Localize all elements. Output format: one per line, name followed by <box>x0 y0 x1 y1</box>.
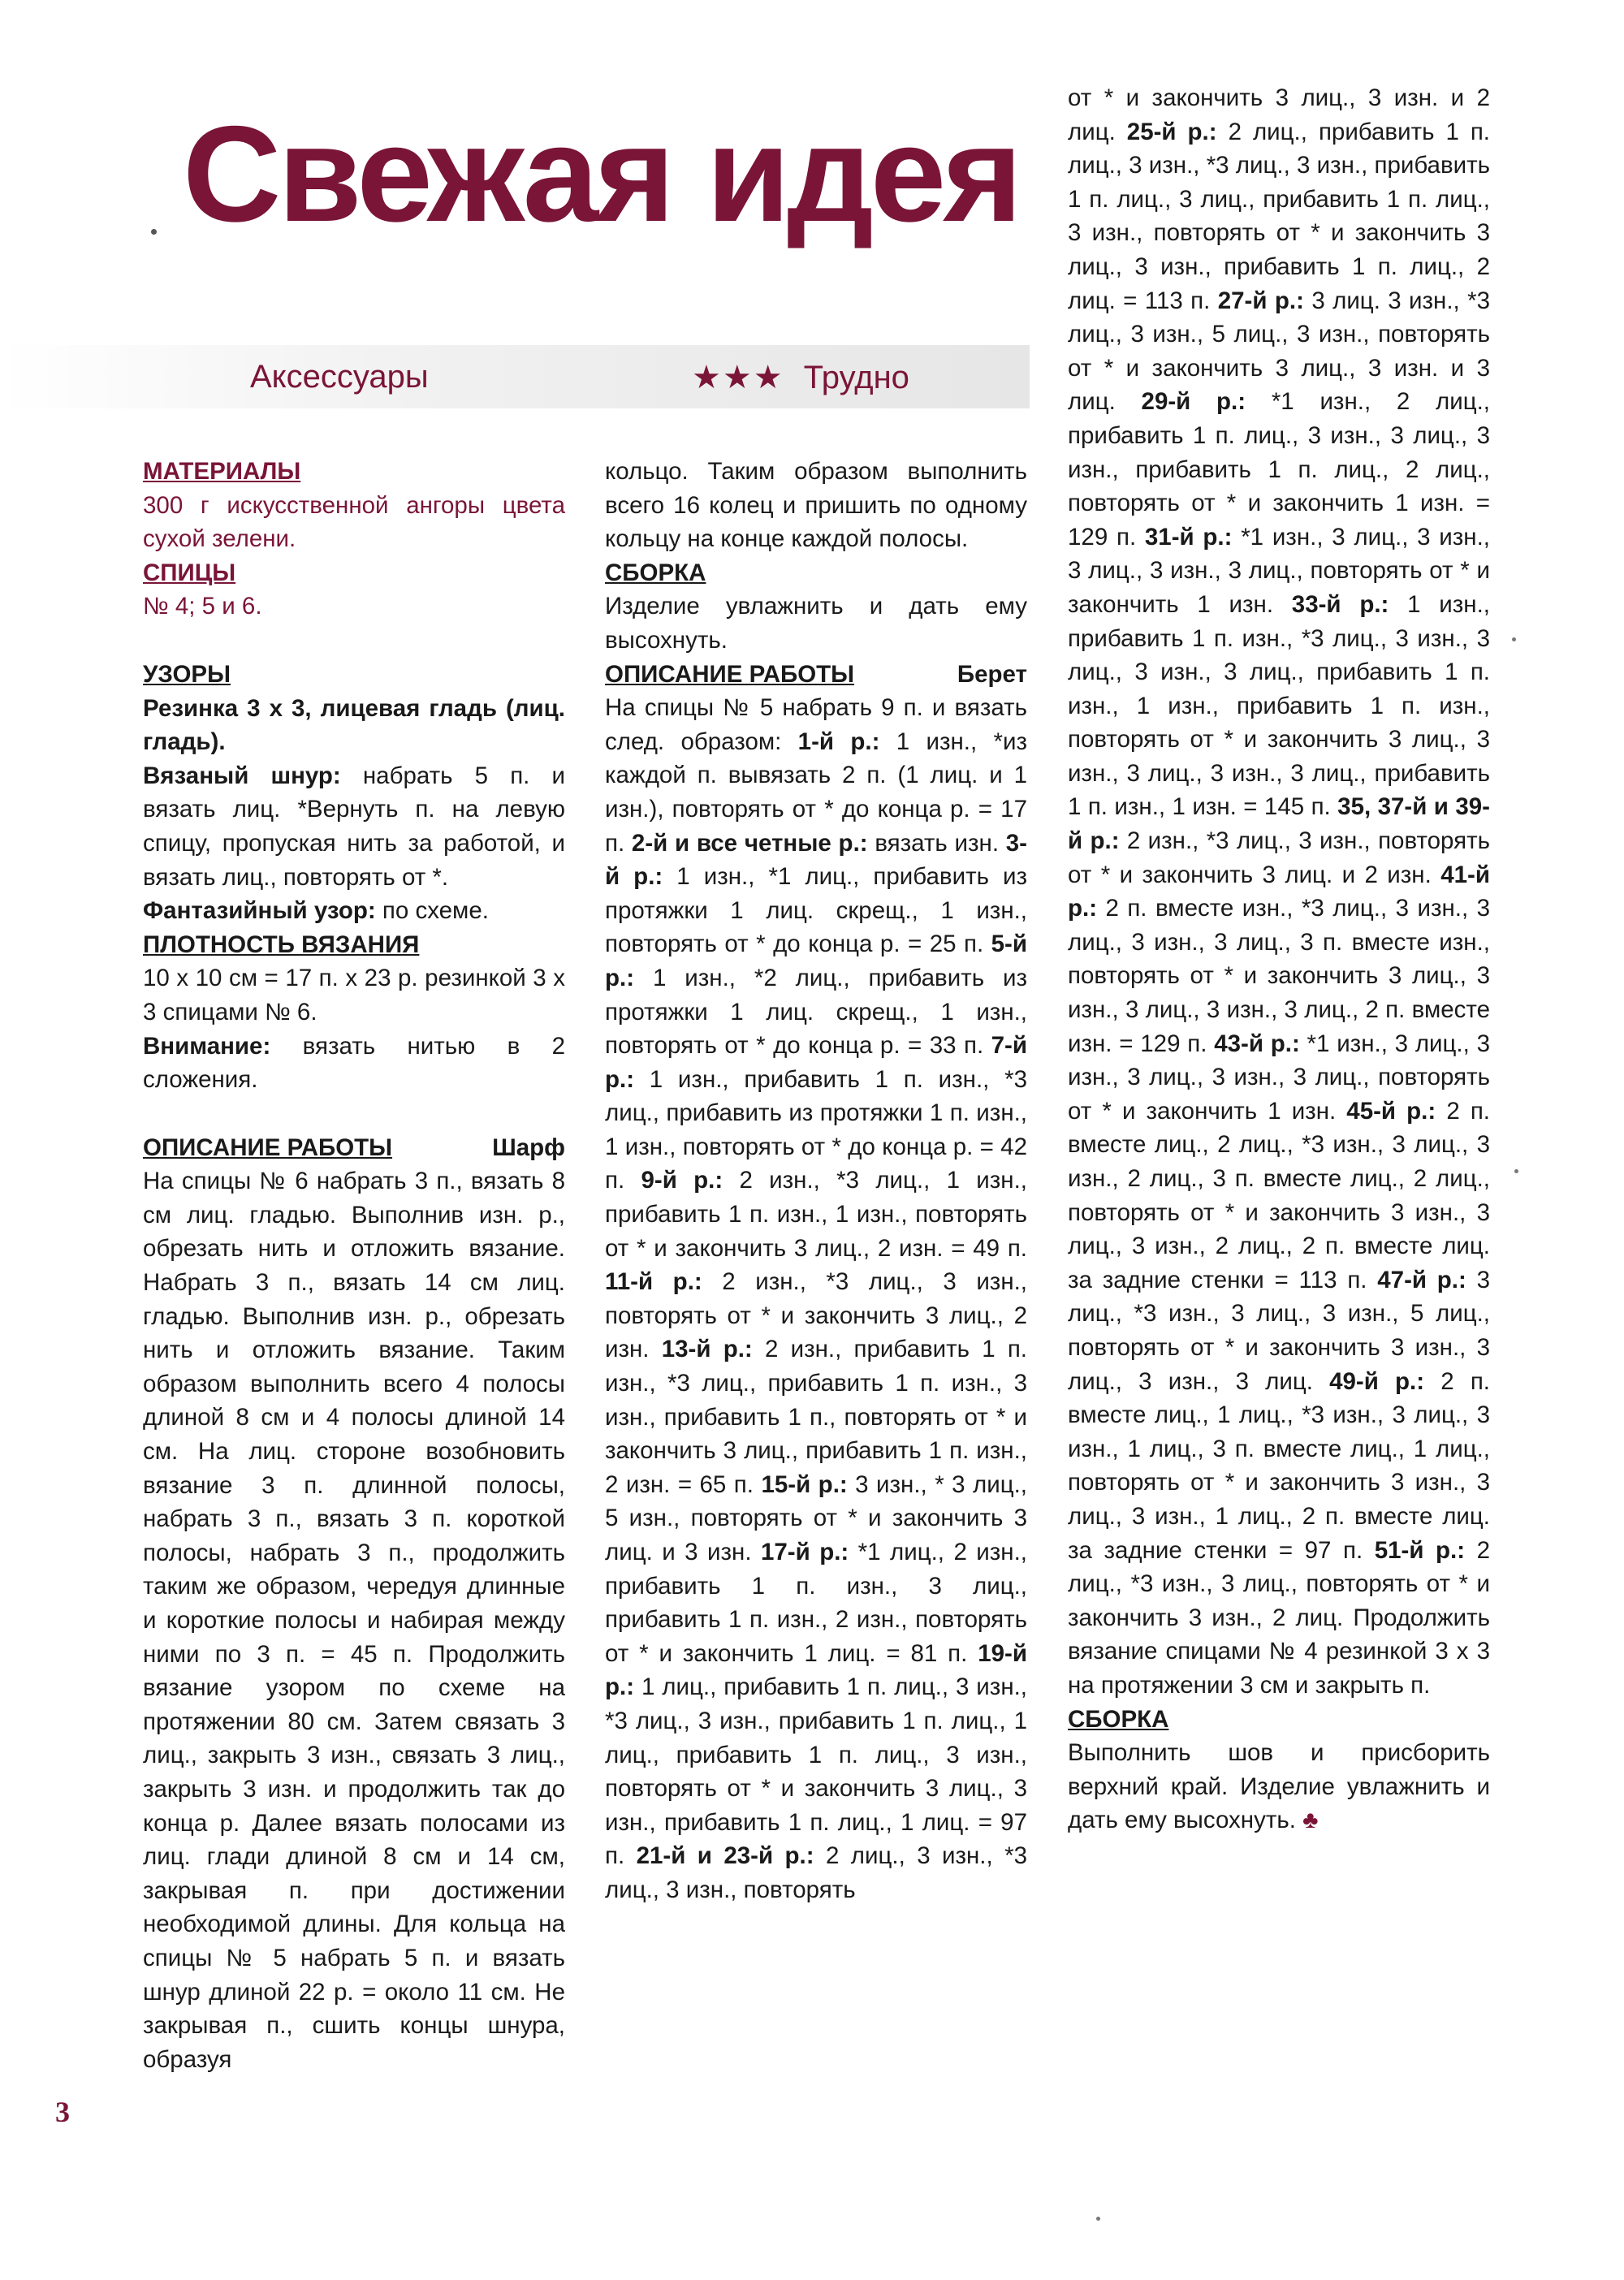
beret-assembly-heading: СБОРКА <box>1068 1705 1169 1733</box>
beret-work-text-cont: от * и закончить 3 лиц., 3 изн. и 2 лиц. 25-й р.: 2 лиц., прибавить 1 п. лиц., 3 изн., *3 лиц., 3 изн., прибавить 1 п. лиц., 3 лиц., прибавить 1 п. лиц., 3 изн., повторять от * и закончить 3 лиц., 3 изн., прибавить 1 п. лиц., 2 лиц. = 113 п. 27-й р.: 3 лиц. 3 изн., *3 лиц., 3 изн., 5 лиц., 3 изн., повторять от * и закончить 3 лиц., 3 изн. и 3 лиц. 29-й р.: *1 изн., 2 лиц., прибавить 1 п. лиц., 3 изн., 3 лиц., 3 изн., прибавить 1 п. лиц., 2 лиц., повторять от * и закончить 1 изн. = 129 п. 31-й р.: *1 изн., 3 лиц., 3 изн., 3 лиц., 3 изн., 3 лиц., повторять от * и закончить 1 изн. 33-й р.: 1 изн., прибавить 1 п. изн., *3 лиц., 3 изн., 3 лиц., 3 изн., 3 лиц., прибавить 1 п. изн., 1 изн., прибавить 1 п. изн., повторять от * и закончить 3 лиц., 3 изн., 3 лиц., 3 изн., 3 лиц., прибавить 1 п. изн., 1 изн. = 145 п. 35, 37-й и 39-й р.: 2 изн., *3 лиц., 3 изн., повторять от * и закончить 3 лиц. и 2 изн. 41-й р.: 2 п. вместе изн., *3 лиц., 3 изн., 3 лиц., 3 изн., 3 лиц., 3 п. вместе изн., повторять от * и закончить 3 лиц., 3 изн., 3 лиц., 3 изн., 3 лиц., 2 п. вместе изн. = 129 п. 43-й р.: *1 изн., 3 лиц., 3 изн., 3 лиц., 3 изн., 3 лиц., повторять от * и закончить 1 изн. 45-й р.: 2 п. вместе лиц., 2 лиц., *3 изн., 3 лиц., 3 изн., 2 лиц., 3 п. вместе лиц., 2 лиц., повторять от * и закончить 3 изн., 3 лиц., 3 изн., 2 лиц., 2 п. вместе лиц. за задние стенки = 113 п. 47-й р.: 3 лиц., *3 изн., 3 лиц., 3 изн., 5 лиц., повторять от * и закончить 3 изн., 3 лиц., 3 изн., 3 лиц. 49-й р.: 2 п. вместе лиц., 1 лиц., *3 изн., 3 лиц., 3 изн., 1 лиц., 3 п. вместе лиц., 1 лиц., повторять от * и закончить 3 изн., 3 лиц., 3 изн., 1 лиц., 2 п. вместе лиц. за задние стенки = 97 п. 51-й р.: 2 лиц., *3 изн., 3 лиц., повторять от * и закончить 3 изн., 2 лиц. Продолжить вязание спицами № 4 резинкой 3 х 3 на протяжении 3 см и закрыть п. <box>1068 84 1491 1699</box>
beret-work-heading: ОПИСАНИЕ РАБОТЫ Берет <box>605 660 1027 688</box>
decorative-dot <box>151 229 157 235</box>
materials-text: 300 г искусственной ангоры цвета сухой зелени. <box>143 491 565 553</box>
page-number: 3 <box>55 2096 70 2128</box>
scarf-assembly-heading: СБОРКА <box>605 559 706 586</box>
difficulty-stars-icon: ★★★ <box>692 360 784 395</box>
print-speck <box>1096 2217 1100 2221</box>
patterns-heading: УЗОРЫ <box>143 660 231 688</box>
difficulty-label: Трудно <box>803 360 909 395</box>
attention-paragraph: Внимание: вязать нитью в 2 сложения. <box>143 1032 565 1094</box>
beret-assembly-text: Выполнить шов и присборить верхний край. Изделие увлажнить и дать ему высохнуть. ♣ <box>1068 1739 1490 1834</box>
needles-heading: СПИЦЫ <box>143 559 236 586</box>
column-1 <box>143 455 565 2076</box>
patterns-line: Резинка 3 х 3, лицевая гладь (лиц. гладь). <box>143 694 565 756</box>
column-2 <box>605 455 1027 1907</box>
needles-text: № 4; 5 и 6. <box>143 593 262 620</box>
print-speck <box>1512 637 1516 641</box>
scarf-assembly-text: Изделие увлажнить и дать ему высохнуть. <box>605 593 1027 654</box>
scarf-work-heading: ОПИСАНИЕ РАБОТЫ Шарф <box>143 1134 565 1161</box>
fancy-paragraph: Фантазийный узор: по схеме. <box>143 897 489 925</box>
column-3 <box>1068 81 1490 1837</box>
difficulty-rating <box>692 359 909 396</box>
end-mark-icon: ♣ <box>1302 1807 1319 1834</box>
cord-paragraph: Вязаный шнур: набрать 5 п. и вязать лиц. *Вернуть п. на левую спицу, пропуская нить за работой, и вязать лиц., повторять от *. <box>143 762 565 891</box>
density-heading: ПЛОТНОСТЬ ВЯЗАНИЯ <box>143 931 420 958</box>
beret-work-text: На спицы № 5 набрать 9 п. и вязать след. образом: 1-й р.: 1 изн., *из каждой п. вывязать 2 п. (1 лиц. и 1 изн.), повторять от * до конца р. = 17 п. 2-й и все четные р.: вязать изн. 3-й р.: 1 изн., *1 лиц., прибавить из протяжки 1 лиц. скрещ., 1 изн., повторять от * до конца р. = 25 п. 5-й р.: 1 изн., *2 лиц., прибавить из протяжки 1 лиц. скрещ., 1 изн., повторять от * до конца р. = 33 п. 7-й р.: 1 изн., прибавить 1 п. изн., *3 лиц., прибавить из протяжки 1 п. изн., 1 изн., повторять от * до конца р. = 42 п. 9-й р.: 2 изн., *3 лиц., 1 изн., прибавить 1 п. изн., 1 изн., повторять от * и закончить 3 лиц., 2 изн. = 49 п. 11-й р.: 2 изн., *3 лиц., 3 изн., повторять от * и закончить 3 лиц., 2 изн. 13-й р.: 2 изн., прибавить 1 п. изн., *3 лиц., прибавить 1 п. изн., 3 изн., прибавить 1 п., повторять от * и закончить 3 лиц., прибавить 1 п. изн., 2 изн. = 65 п. 15-й р.: 3 изн., * 3 лиц., 5 изн., повторять от * и закончить 3 лиц. и 3 изн. 17-й р.: *1 лиц., 2 изн., прибавить 1 п. изн., 3 лиц., прибавить 1 п. изн., 2 изн., повторять от * и закончить 1 лиц. = 81 п. 19-й р.: 1 лиц., прибавить 1 п. лиц., 3 изн., *3 лиц., 3 изн., прибавить 1 п. лиц., 1 лиц., прибавить 1 п. лиц., 3 изн., повторять от * и закончить 3 лиц., 3 изн., прибавить 1 п. лиц., 1 лиц. = 97 п. 21-й и 23-й р.: 2 лиц., 3 изн., *3 лиц., 3 изн., повторять <box>605 694 1028 1903</box>
density-text: 10 х 10 см = 17 п. х 23 р. резинкой 3 х 3 спицами № 6. <box>143 965 565 1026</box>
scarf-work-text: На спицы № 6 набрать 3 п., вязать 8 см лиц. гладью. Выполнив изн. р., обрезать нить и отложить вязание. Набрать 3 п., вязать 14 см лиц. гладью. Выполнив изн. р., обрезать нить и отложить вязание. Таким образом выполнить всего 4 полосы длиной 8 см и 4 полосы длиной 14 см. На лиц. стороне возобновить вязание 3 п. длинной полосы, набрать 3 п., вязать 3 п. короткой полосы, набрать 3 п., продолжить таким же образом, чередуя длинные и короткие полосы и набирая между ними по 3 п. = 45 п. Продолжить вязание узором по схеме на протяжении 80 см. Затем связать 3 лиц., закрыть 3 изн., связать 3 лиц., закрыть 3 изн. и продолжить так до конца р. Далее вязать полосами из лиц. глади длиной 8 см и 14 см, закрывая п. при достижении необходимой длины. Для кольца на спицы № 5 набрать 5 п. и вязать шнур длиной 22 р. = около 11 см. Не закрывая п., сшить концы шнура, образуя <box>143 1168 565 2073</box>
page-title: Свежая идея <box>183 97 1020 250</box>
print-speck <box>1514 1169 1518 1173</box>
category-label: Аксессуары <box>250 359 429 395</box>
ring-text: кольцо. Таким образом выполнить всего 16 колец и пришить по одному кольцу на конце каждой полосы. <box>605 458 1027 553</box>
materials-heading: МАТЕРИАЛЫ <box>143 458 301 485</box>
